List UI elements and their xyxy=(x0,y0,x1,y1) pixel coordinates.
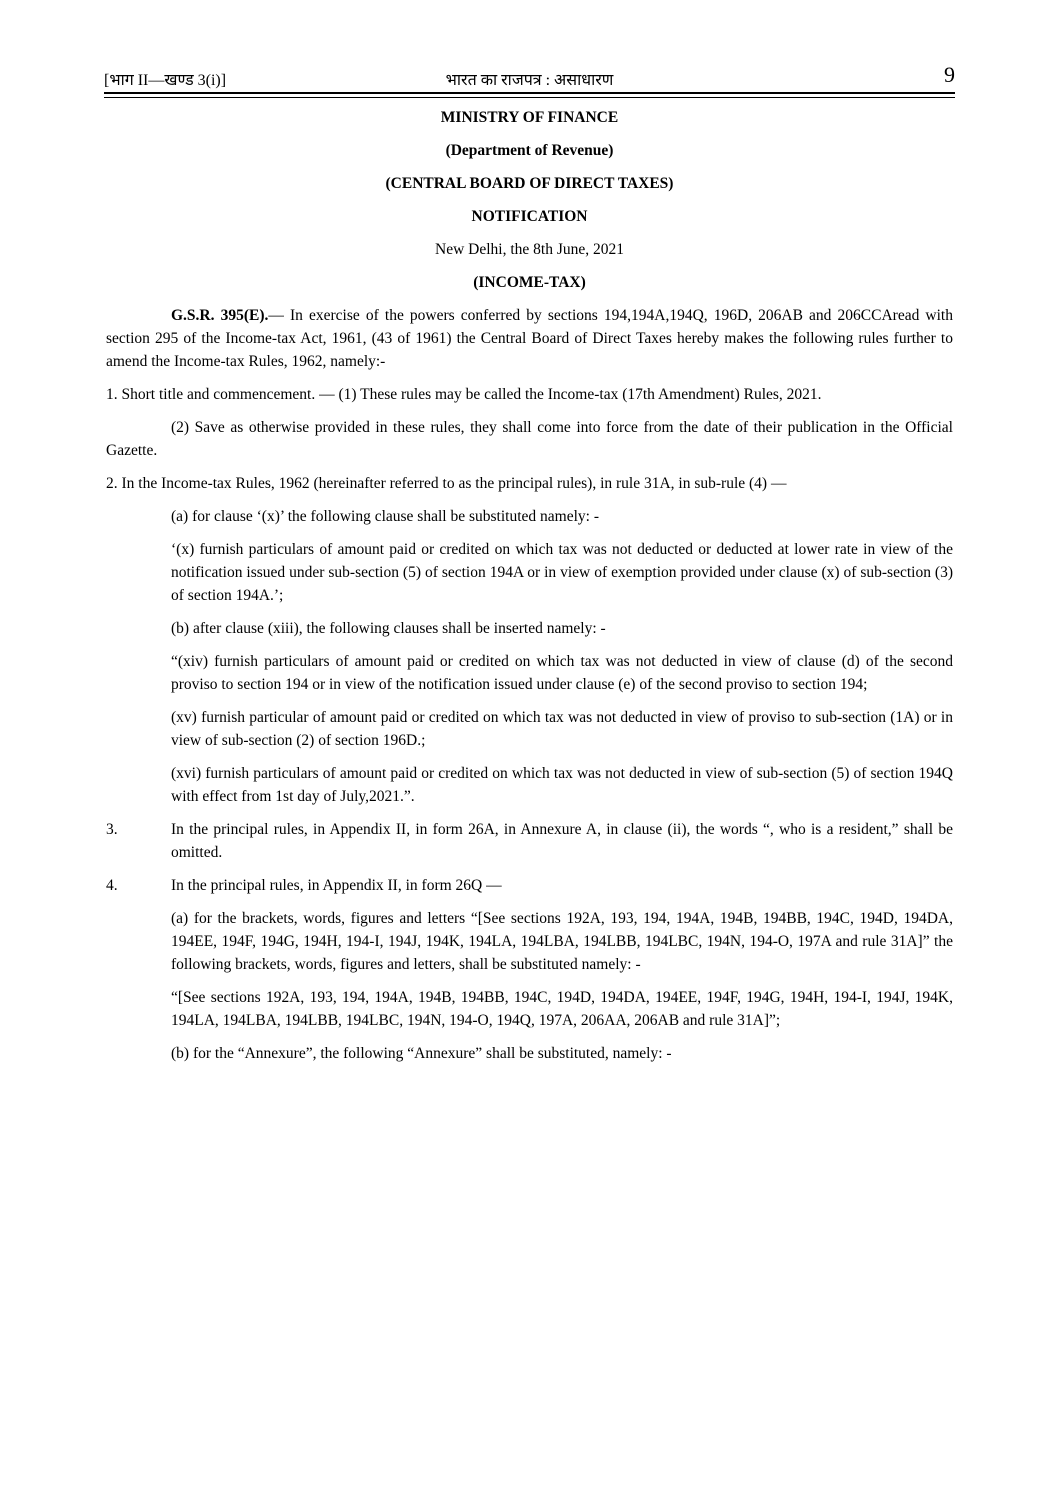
rule-4-clause-a: (a) for the brackets, words, figures and letters “[See sections 192A, 193, 194, 194A, 194B, 194BB, 194C, 194D, 194DA, 194EE, 194F, 194G, 194H, 194-I, 194J, 194K, 194LA, 194LBA, 194LBB, 194LBC, 194N, 194-O, 197A and rule 31A]” the following brackets, words, figures and letters, shall be substituted namely: - xyxy=(171,910,953,973)
notification-content xyxy=(106,104,953,1065)
rule-4-text: In the principal rules, in Appendix II, in form 26Q — xyxy=(171,877,502,894)
rule-2-clause-x: ‘(x) furnish particulars of amount paid or credited on which tax was not deducted or deducted at lower rate in view of the notification issued under sub-section (5) of section 194A or in view of exemption provided under clause (x) of sub-section (3) of section 194A.’; xyxy=(171,541,953,604)
rule-2-clause-a: (a) for clause ‘(x)’ the following clause shall be substituted namely: - xyxy=(171,508,599,525)
page-header xyxy=(104,62,955,92)
gsr-number: G.S.R. 395(E). xyxy=(171,307,269,324)
header-rule-thin xyxy=(104,97,955,98)
page-number: 9 xyxy=(944,62,955,87)
rule-2-clause-b: (b) after clause (xiii), the following clauses shall be inserted namely: - xyxy=(171,620,606,637)
rule-3 xyxy=(106,818,953,864)
rule-3-text: In the principal rules, in Appendix II, in form 26A, in Annexure A, in clause (ii), the words “, who is a resident,” shall be omitted. xyxy=(171,821,953,861)
header-gazette-title: भारत का राजपत्र : असाधारण xyxy=(445,72,614,89)
board-heading: (CENTRAL BOARD OF DIRECT TAXES) xyxy=(385,175,674,192)
rule-4-clause-b: (b) for the “Annexure”, the following “Annexure” shall be substituted, namely: - xyxy=(171,1045,672,1062)
rule-4 xyxy=(106,874,953,897)
ministry-heading: MINISTRY OF FINANCE xyxy=(440,109,619,126)
notification-heading: NOTIFICATION xyxy=(471,208,588,225)
rule-4-number: 4. xyxy=(106,877,118,894)
date-line: New Delhi, the 8th June, 2021 xyxy=(435,241,624,258)
department-heading: (Department of Revenue) xyxy=(445,142,614,159)
intro-paragraph xyxy=(106,304,953,373)
rule-2: 2. In the Income-tax Rules, 1962 (hereinafter referred to as the principal rules), in rule 31A, in sub-rule (4) — xyxy=(106,475,787,492)
rule-2-clause-xv: (xv) furnish particular of amount paid or credited on which tax was not deducted in view of proviso to sub-section (1A) or in view of sub-section (2) of section 196D.; xyxy=(171,709,953,749)
header-rule-thick xyxy=(104,92,955,94)
header-part-section: [भाग II—खण्ड 3(i)] xyxy=(104,72,227,89)
subject-heading: (INCOME-TAX) xyxy=(473,274,586,291)
rule-2-clause-xiv: “(xiv) furnish particulars of amount paid or credited on which tax was not deducted in view of clause (d) of the second proviso to section 194 or in view of the notification issued under clause (e) of the second proviso to section 194; xyxy=(171,653,953,693)
rule-1-sub-2: (2) Save as otherwise provided in these rules, they shall come into force from the date of their publication in the Official Gazette. xyxy=(106,419,953,459)
rule-4-clause-a-substitute: “[See sections 192A, 193, 194, 194A, 194B, 194BB, 194C, 194D, 194DA, 194EE, 194F, 194G, 194H, 194-I, 194J, 194K, 194LA, 194LBA, 194LBB, 194LBC, 194N, 194-O, 194Q, 197A, 206AA, 206AB and rule 31A]”; xyxy=(171,989,953,1029)
intro-text: — In exercise of the powers conferred by sections 194,194A,194Q, 196D, 206AB and 206CCAread with section 295 of the Income-tax Act, 1961, (43 of 1961) the Central Board of Direct Taxes hereby makes the following rules further to amend the Income-tax Rules, 1962, namely:- xyxy=(106,307,953,370)
rule-1: 1. Short title and commencement. — (1) These rules may be called the Income-tax (17th Amendment) Rules, 2021. xyxy=(106,386,822,403)
rule-2-clause-xvi: (xvi) furnish particulars of amount paid or credited on which tax was not deducted in view of sub-section (5) of section 194Q with effect from 1st day of July,2021.”. xyxy=(171,765,953,805)
rule-3-number: 3. xyxy=(106,821,118,838)
